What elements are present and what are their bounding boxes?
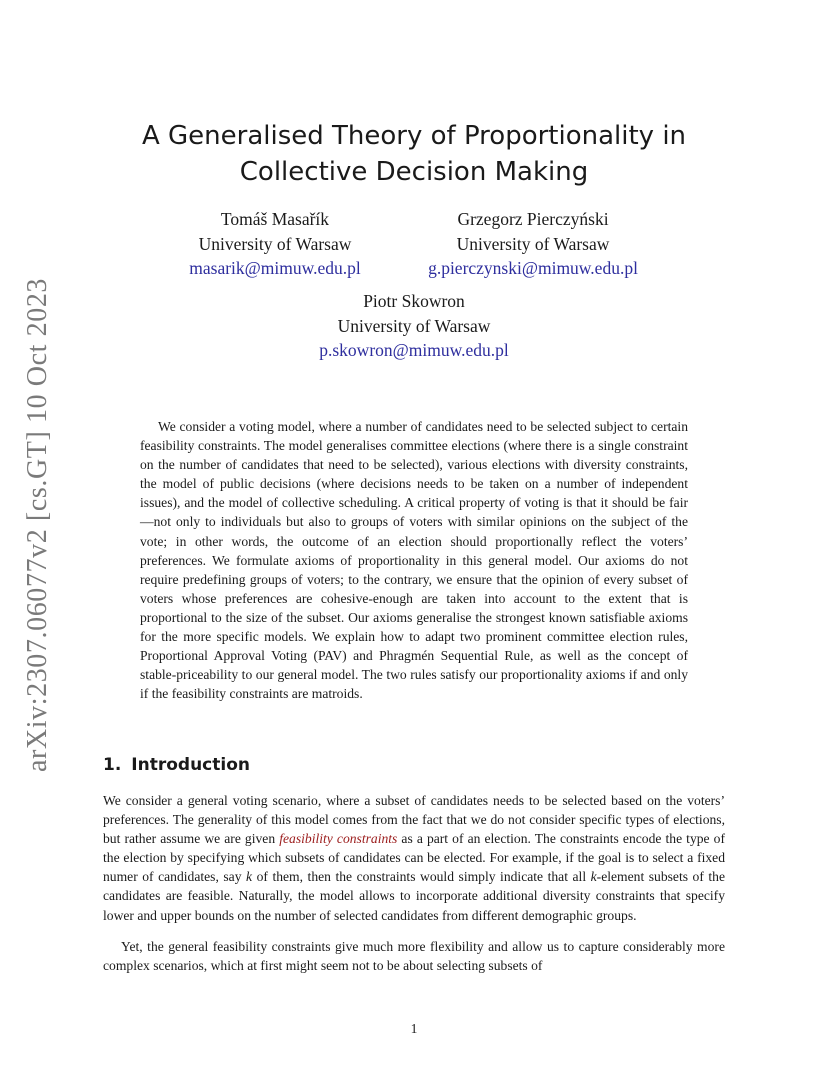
- text-run: We consider a general voting scenario, where a subset of candidates needs to be selected based on the voters’ preferences. The generality of this model comes from the fact that we do not consider specific types of elections, but rather assume we are given: [103, 793, 725, 847]
- author-email-link[interactable]: masarik@mimuw.edu.pl: [189, 258, 361, 278]
- author-block: [170, 207, 380, 281]
- arxiv-identifier: arXiv:2307.06077v2 [cs.GT] 10 Oct 2023: [22, 277, 53, 773]
- intro-paragraph-1: [103, 791, 725, 925]
- title-line-1: A Generalised Theory of Proportionality in: [141, 121, 687, 151]
- author-affiliation: University of Warsaw: [337, 315, 491, 336]
- math-k: k: [590, 869, 597, 885]
- author-affiliation: University of Warsaw: [198, 233, 352, 254]
- author-email-link[interactable]: p.skowron@mimuw.edu.pl: [319, 340, 509, 360]
- page-number: 1: [410, 1021, 418, 1036]
- author-name: Piotr Skowron: [363, 291, 465, 311]
- author-block: [408, 207, 658, 281]
- text-run: of them, then the constraints would simply indicate that all: [252, 869, 591, 885]
- author-name: Grzegorz Pierczyński: [457, 209, 609, 229]
- author-block: [300, 289, 528, 363]
- author-email-link[interactable]: g.pierczynski@mimuw.edu.pl: [428, 258, 638, 278]
- author-affiliation: University of Warsaw: [456, 233, 610, 254]
- intro-paragraph-2: Yet, the general feasibility constraints give much more flexibility and allow us to capture considerably more complex scenarios, which at first might seem not to be about selecting subsets of: [103, 939, 725, 974]
- math-k: k: [246, 869, 253, 885]
- author-name: Tomáš Masařík: [220, 209, 330, 229]
- arxiv-stamp: [16, 277, 60, 773]
- section-heading: [103, 753, 250, 777]
- section-number: 1.: [103, 755, 122, 775]
- title-line-2: Collective Decision Making: [239, 157, 589, 187]
- section-title: Introduction: [131, 755, 250, 775]
- text-run: -element subsets of the candidates are feasible. Naturally, the model allows to incorporate additional diversity constraints that specify lower and upper bounds on the number of selected candidates from different demographic groups.: [103, 869, 725, 923]
- paper-title: [0, 118, 828, 190]
- feasibility-constraints-link[interactable]: feasibility constraints: [279, 831, 398, 847]
- abstract: We consider a voting model, where a number of candidates need to be selected subject to certain feasibility constraints. The model generalises committee elections (where there is a single constraint on the number of candidates that need to be selected), various elections with diversity constraints, the model of public decisions (where decisions needs to be taken on a number of independent issues), and the model of collective scheduling. A critical property of voting is that it should be fair—not only to individuals but also to groups of voters with similar opinions on the subject of the vote; in other words, the outcome of an election should proportionally reflect the voters’ preferences. We formulate axioms of proportionality in this general model. Our axioms do not require predefining groups of voters; to the contrary, we ensure that the opinion of every subset of voters whose preferences are cohesive-enough are taken into account to the extent that is proportional to the size of the subset. Our axioms generalise the strongest known satisfiable axioms for the more specific models. We explain how to adapt two prominent committee election rules, Proportional Approval Voting (PAV) and Phragmén Sequential Rule, as well as the concept of stable-priceability to our general model. The two rules satisfy our proportionality axioms if and only if the feasibility constraints are matroids.: [140, 419, 688, 702]
- text-run: as a part of an election. The constraints encode the type of the election by specifying which subsets of candidates can be elected. For example, if the goal is to select a fixed numer of candidates, say: [103, 831, 725, 885]
